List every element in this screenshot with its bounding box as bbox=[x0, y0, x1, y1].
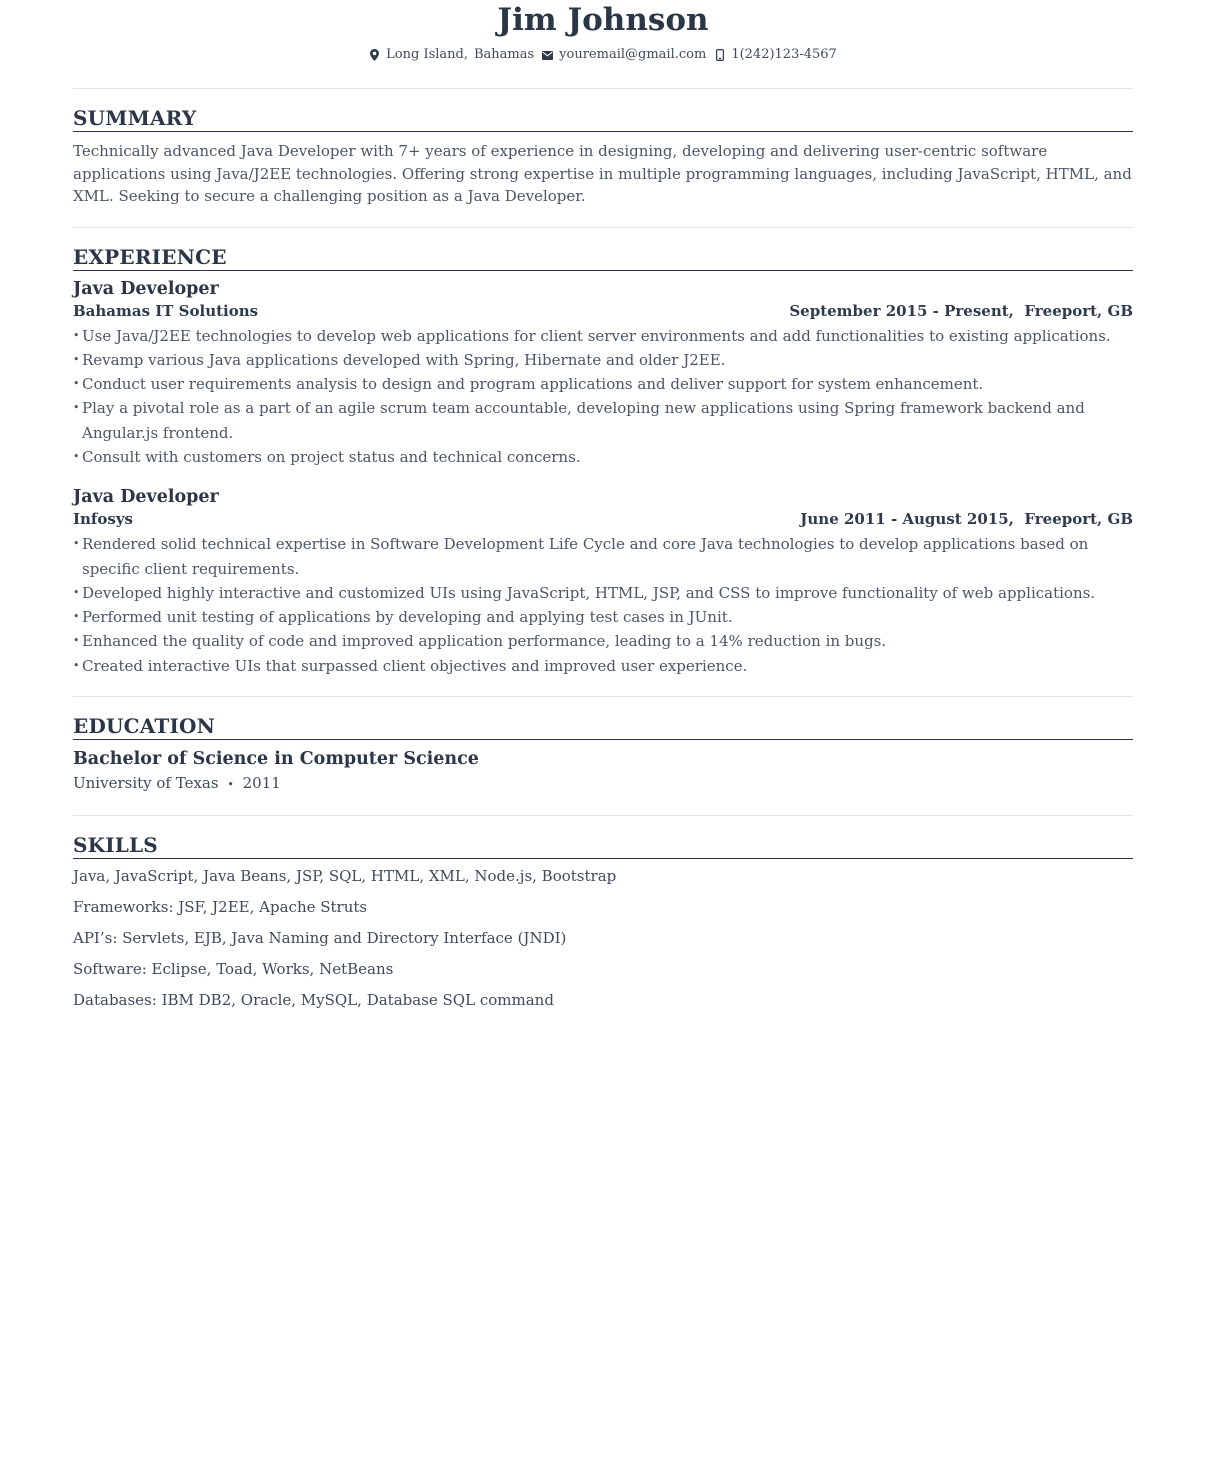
candidate-name: Jim Johnson bbox=[497, 2, 709, 38]
skill-line: Frameworks: JSF, J2EE, Apache Struts bbox=[73, 898, 368, 917]
location-item bbox=[369, 46, 534, 64]
job-meta bbox=[73, 508, 1133, 530]
school-name: University of Texas bbox=[73, 774, 219, 793]
list-item: • Consult with customers on project status and technical concerns. bbox=[73, 445, 1133, 469]
school-line bbox=[73, 771, 1133, 797]
skills-heading: SKILLS bbox=[73, 832, 1133, 859]
job-dates: September 2015 - Present, bbox=[789, 301, 1014, 320]
list-item: • Created interactive UIs that surpassed client objectives and improved user experience. bbox=[73, 654, 1133, 678]
list-item: • Use Java/J2EE technologies to develop web applications for client server environments and add functionalities to existing applications. bbox=[73, 324, 1133, 348]
location-country: Bahamas bbox=[473, 47, 535, 62]
job-dates: June 2011 - August 2015, bbox=[800, 510, 1014, 529]
list-item: • Conduct user requirements analysis to design and program applications and deliver support for system enhancement. bbox=[73, 372, 1133, 396]
job-location: Freeport, GB bbox=[1024, 510, 1133, 529]
divider bbox=[73, 88, 1133, 89]
summary-section bbox=[73, 105, 1133, 208]
skill-line: Java, JavaScript, Java Beans, JSP, SQL, HTML, XML, Node.js, Bootstrap bbox=[73, 867, 617, 886]
mail-icon bbox=[542, 49, 553, 61]
phone-icon bbox=[714, 49, 725, 61]
job-title: Java Developer bbox=[73, 278, 219, 299]
company-name: Bahamas IT Solutions bbox=[73, 301, 259, 320]
email-item bbox=[542, 46, 706, 64]
list-item: • Rendered solid technical expertise in Software Development Life Cycle and core Java technologies to develop applications based on specific client requirements. bbox=[73, 532, 1133, 581]
skill-line: Software: Eclipse, Toad, Works, NetBeans bbox=[73, 960, 394, 979]
job-entry bbox=[73, 486, 1133, 678]
divider bbox=[73, 815, 1133, 816]
divider bbox=[73, 696, 1133, 697]
job-dates-location bbox=[800, 508, 1133, 530]
phone-text[interactable]: 1(242)123-4567 bbox=[731, 47, 837, 62]
resume-page bbox=[73, 0, 1133, 1011]
experience-heading: EXPERIENCE bbox=[73, 244, 1133, 271]
job-dates-location bbox=[789, 300, 1133, 322]
education-section bbox=[73, 713, 1133, 797]
list-item: • Enhanced the quality of code and improved application performance, leading to a 14% reduction in bugs. bbox=[73, 629, 1133, 653]
experience-section bbox=[73, 244, 1133, 679]
list-item: • Developed highly interactive and customized UIs using JavaScript, HTML, JSP, and CSS to improve functionality of web applications. bbox=[73, 581, 1133, 605]
skill-line: Databases: IBM DB2, Oracle, MySQL, Database SQL command bbox=[73, 991, 554, 1010]
summary-text: Technically advanced Java Developer with 7+ years of experience in designing, developing and delivering user-centric software applications using Java/J2EE technologies. Offering strong expertise in multiple programming languages, including JavaScript, HTML, and XML. Seeking to secure a challenging position as a Java Developer. bbox=[73, 142, 1132, 205]
job-bullets bbox=[73, 324, 1133, 470]
job-meta bbox=[73, 300, 1133, 322]
company-name: Infosys bbox=[73, 510, 133, 529]
email-text[interactable]: youremail@gmail.com bbox=[559, 47, 707, 62]
education-heading: EDUCATION bbox=[73, 713, 1133, 740]
list-item: • Performed unit testing of applications by developing and applying test cases in JUnit. bbox=[73, 605, 1133, 629]
separator-dot: • bbox=[227, 778, 234, 792]
list-item: • Play a pivotal role as a part of an agile scrum team accountable, developing new applications using Spring framework backend and Angular.js frontend. bbox=[73, 396, 1133, 445]
job-title: Java Developer bbox=[73, 487, 219, 508]
skill-line: API’s: Servlets, EJB, Java Naming and Directory Interface (JNDI) bbox=[73, 929, 567, 948]
graduation-year: 2011 bbox=[242, 774, 281, 793]
location-pin-icon bbox=[369, 49, 380, 61]
phone-item bbox=[714, 46, 837, 64]
divider bbox=[73, 227, 1133, 228]
skills-section bbox=[73, 832, 1133, 1011]
summary-heading: SUMMARY bbox=[73, 105, 1133, 132]
job-location: Freeport, GB bbox=[1024, 301, 1133, 320]
job-bullets bbox=[73, 532, 1133, 678]
degree-title: Bachelor of Science in Computer Science bbox=[73, 749, 479, 770]
skills-list bbox=[73, 865, 1133, 1011]
location-city: Long Island, bbox=[386, 47, 468, 62]
contact-bar bbox=[73, 46, 1133, 64]
job-entry bbox=[73, 278, 1133, 470]
list-item: • Revamp various Java applications developed with Spring, Hibernate and older J2EE. bbox=[73, 348, 1133, 372]
